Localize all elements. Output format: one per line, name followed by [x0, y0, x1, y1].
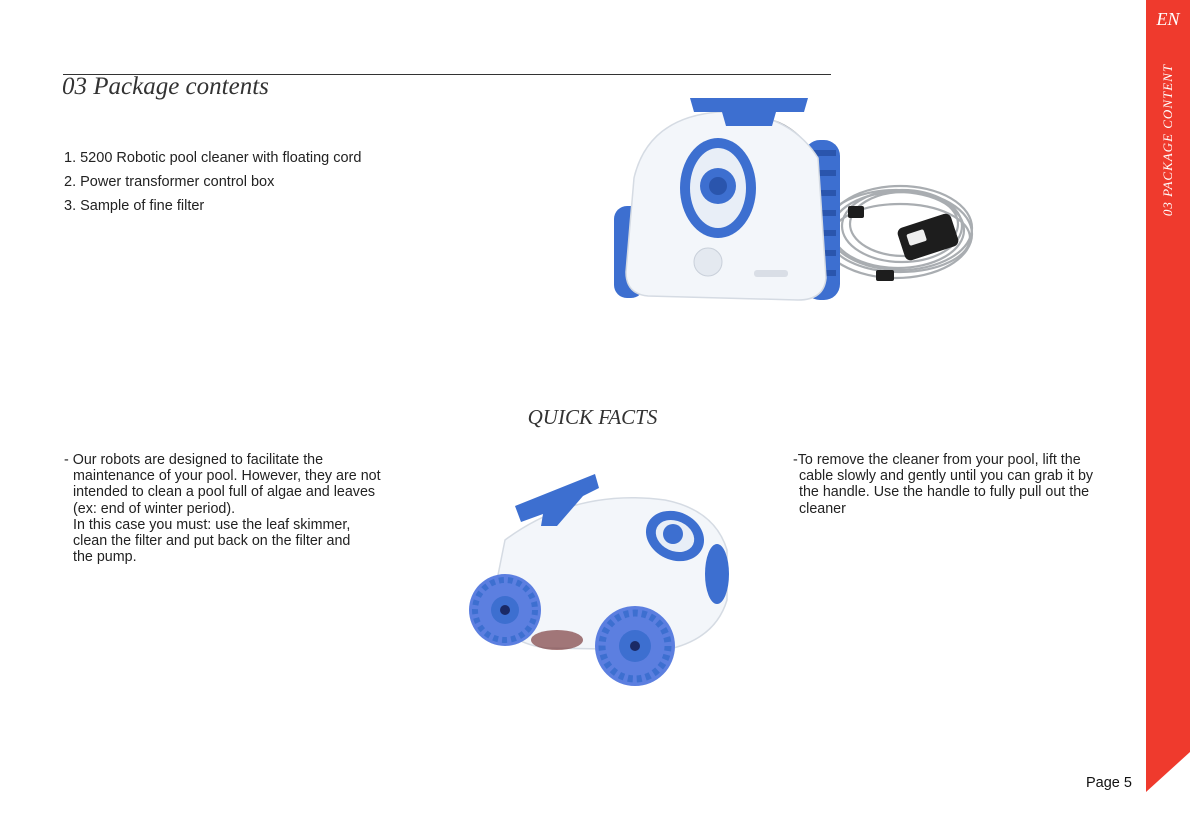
text-line: clean the filter and put back on the filter and	[73, 533, 351, 550]
robot-front-photo	[465, 470, 740, 688]
text-line: the pump.	[73, 549, 137, 566]
package-contents-list	[64, 146, 361, 218]
quick-facts-left-text	[64, 452, 434, 565]
robot-with-cord-photo	[608, 88, 980, 310]
text-line: - Our robots are designed to facilitate the	[64, 452, 324, 468]
text-line: -To remove the cleaner from your pool, lift the	[793, 452, 1081, 468]
text-line: maintenance of your pool. However, they are not	[73, 468, 381, 485]
text-line: In this case you must: use the leaf skimmer,	[73, 516, 351, 533]
section-title: 03 Package contents	[62, 73, 269, 100]
language-label: EN	[1156, 9, 1180, 29]
quick-facts-right-text	[793, 452, 1133, 517]
text-line: (ex: end of winter period).	[73, 500, 236, 517]
side-section-text: 03 PACKAGE CONTENT	[1160, 63, 1175, 217]
text-line: intended to clean a pool full of algae and leaves	[73, 484, 376, 501]
quick-facts-title: QUICK FACTS	[527, 405, 658, 429]
list-item: 3. Sample of fine filter	[64, 198, 205, 214]
list-item: 1. 5200 Robotic pool cleaner with floating cord	[64, 150, 362, 166]
text-line: cleaner	[799, 500, 846, 517]
page-number: Page 5	[1086, 775, 1132, 791]
text-line: the handle. Use the handle to fully pull out the	[799, 484, 1090, 501]
list-item: 2. Power transformer control box	[64, 174, 275, 190]
text-line: cable slowly and gently until you can grab it by	[799, 468, 1094, 485]
